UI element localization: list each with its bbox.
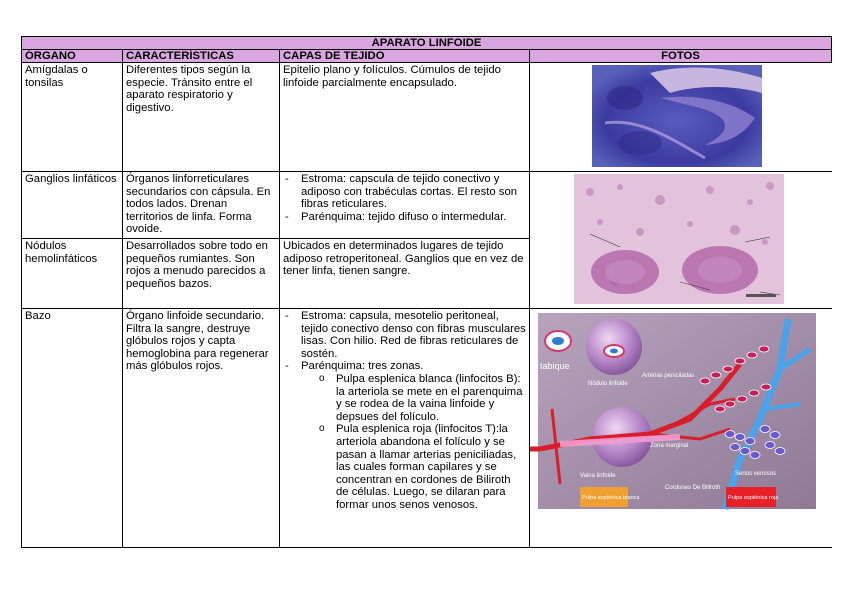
label-nodulo: Nódulo linfoide bbox=[588, 381, 628, 387]
label-arterias: Arterias peniciladas bbox=[642, 373, 695, 379]
layers-cell: Epitelio plano y folículos. Cúmulos de tejido linfoide parcialmente encapsulado. bbox=[280, 63, 530, 172]
lymph-node-photo bbox=[530, 172, 832, 308]
label-vaina: Vaina linfoide bbox=[580, 473, 616, 479]
list-item: - Estroma: capsula, mesotelio peritoneal, tejido conectivo denso con fibras musculares lisas. Con hilio. Red de fibras reticulares de sostén. bbox=[301, 310, 526, 360]
table-title: APARATO LINFOIDE bbox=[22, 37, 832, 50]
layers-cell: Ubicados en determinados lugares de tejido adiposo retroperitoneal. Ganglios que en vez de tener linfa, tienen sangre. bbox=[280, 239, 530, 309]
parenchyma-label: Parénquima: tres zonas. bbox=[301, 360, 424, 373]
diagram-background bbox=[538, 313, 816, 509]
list-item: o Pulpa esplenica blanca (linfocitos B): la arteriola se mete en el parenquima y se rodea de la vaina linfoide y depsues del folículo. bbox=[336, 373, 526, 423]
header-layers: CAPAS DE TEJIDO bbox=[280, 50, 530, 63]
spleen-diagram-cell bbox=[530, 309, 832, 548]
header-features: CARACTERÍSTICAS bbox=[123, 50, 280, 63]
header-organ: ÓRGANO bbox=[22, 50, 123, 63]
label-blanca: Pulpa esplénica blanca bbox=[582, 495, 640, 501]
features-cell: Órgano linfoide secundario. Filtra la sangre, destruye glóbulos rojos y capta hemoglobina para regenerar más glóbulos rojos. bbox=[123, 309, 280, 548]
features-cell: Órganos linforreticulares secundarios con cápsula. En todos lados. Drenan territorios de linfa. Forma ovoide. bbox=[123, 172, 280, 239]
layers-cell bbox=[280, 172, 530, 239]
tonsil-photo-cell bbox=[530, 63, 832, 172]
list-item: o Pula esplenica roja (linfocitos T):la arteriola abandona el folículo y se pasan a llamar arterias peniciliadas, las cuales forman capilares y se concentran en cordones de Biliroth de células. Luego, se dilaran para formar unos senos venosos. bbox=[336, 423, 526, 511]
organ-cell: Amígdalas o tonsilas bbox=[22, 63, 123, 172]
label-zona: Zona marginal bbox=[650, 443, 689, 449]
layers-cell bbox=[280, 309, 530, 548]
features-cell: Desarrollados sobre todo en pequeños rumiantes. Son rojos a menudo parecidos a pequeños bazos. bbox=[123, 239, 280, 309]
lymphoid-table bbox=[21, 36, 832, 548]
header-photos: FOTOS bbox=[530, 50, 832, 63]
table-row bbox=[22, 172, 832, 239]
spleen-diagram bbox=[530, 309, 832, 547]
organ-cell: Ganglios linfáticos bbox=[22, 172, 123, 239]
table-row bbox=[22, 63, 832, 172]
list-item: - Parénquima: tejido difuso o intermedular. bbox=[301, 211, 526, 224]
list-item bbox=[301, 360, 526, 511]
features-cell: Diferentes tipos según la especie. Tránsito entre el aparato respiratorio y digestivo. bbox=[123, 63, 280, 172]
label-cordones: Cordones De Billroth bbox=[665, 485, 721, 491]
list-item: - Estroma: capscula de tejido conectivo y adiposo con trabéculas cortas. El resto son fibras reticulares. bbox=[301, 173, 526, 211]
table-row bbox=[22, 309, 832, 548]
label-tabique: tabique bbox=[540, 361, 570, 371]
organ-cell: Bazo bbox=[22, 309, 123, 548]
lymph-node-photo-cell bbox=[530, 172, 832, 309]
tonsil-photo bbox=[530, 63, 832, 171]
label-senos: Senos venosos bbox=[735, 471, 777, 477]
organ-cell: Nódulos hemolinfáticos bbox=[22, 239, 123, 309]
label-roja: Pulpa esplénica roja bbox=[728, 495, 779, 501]
